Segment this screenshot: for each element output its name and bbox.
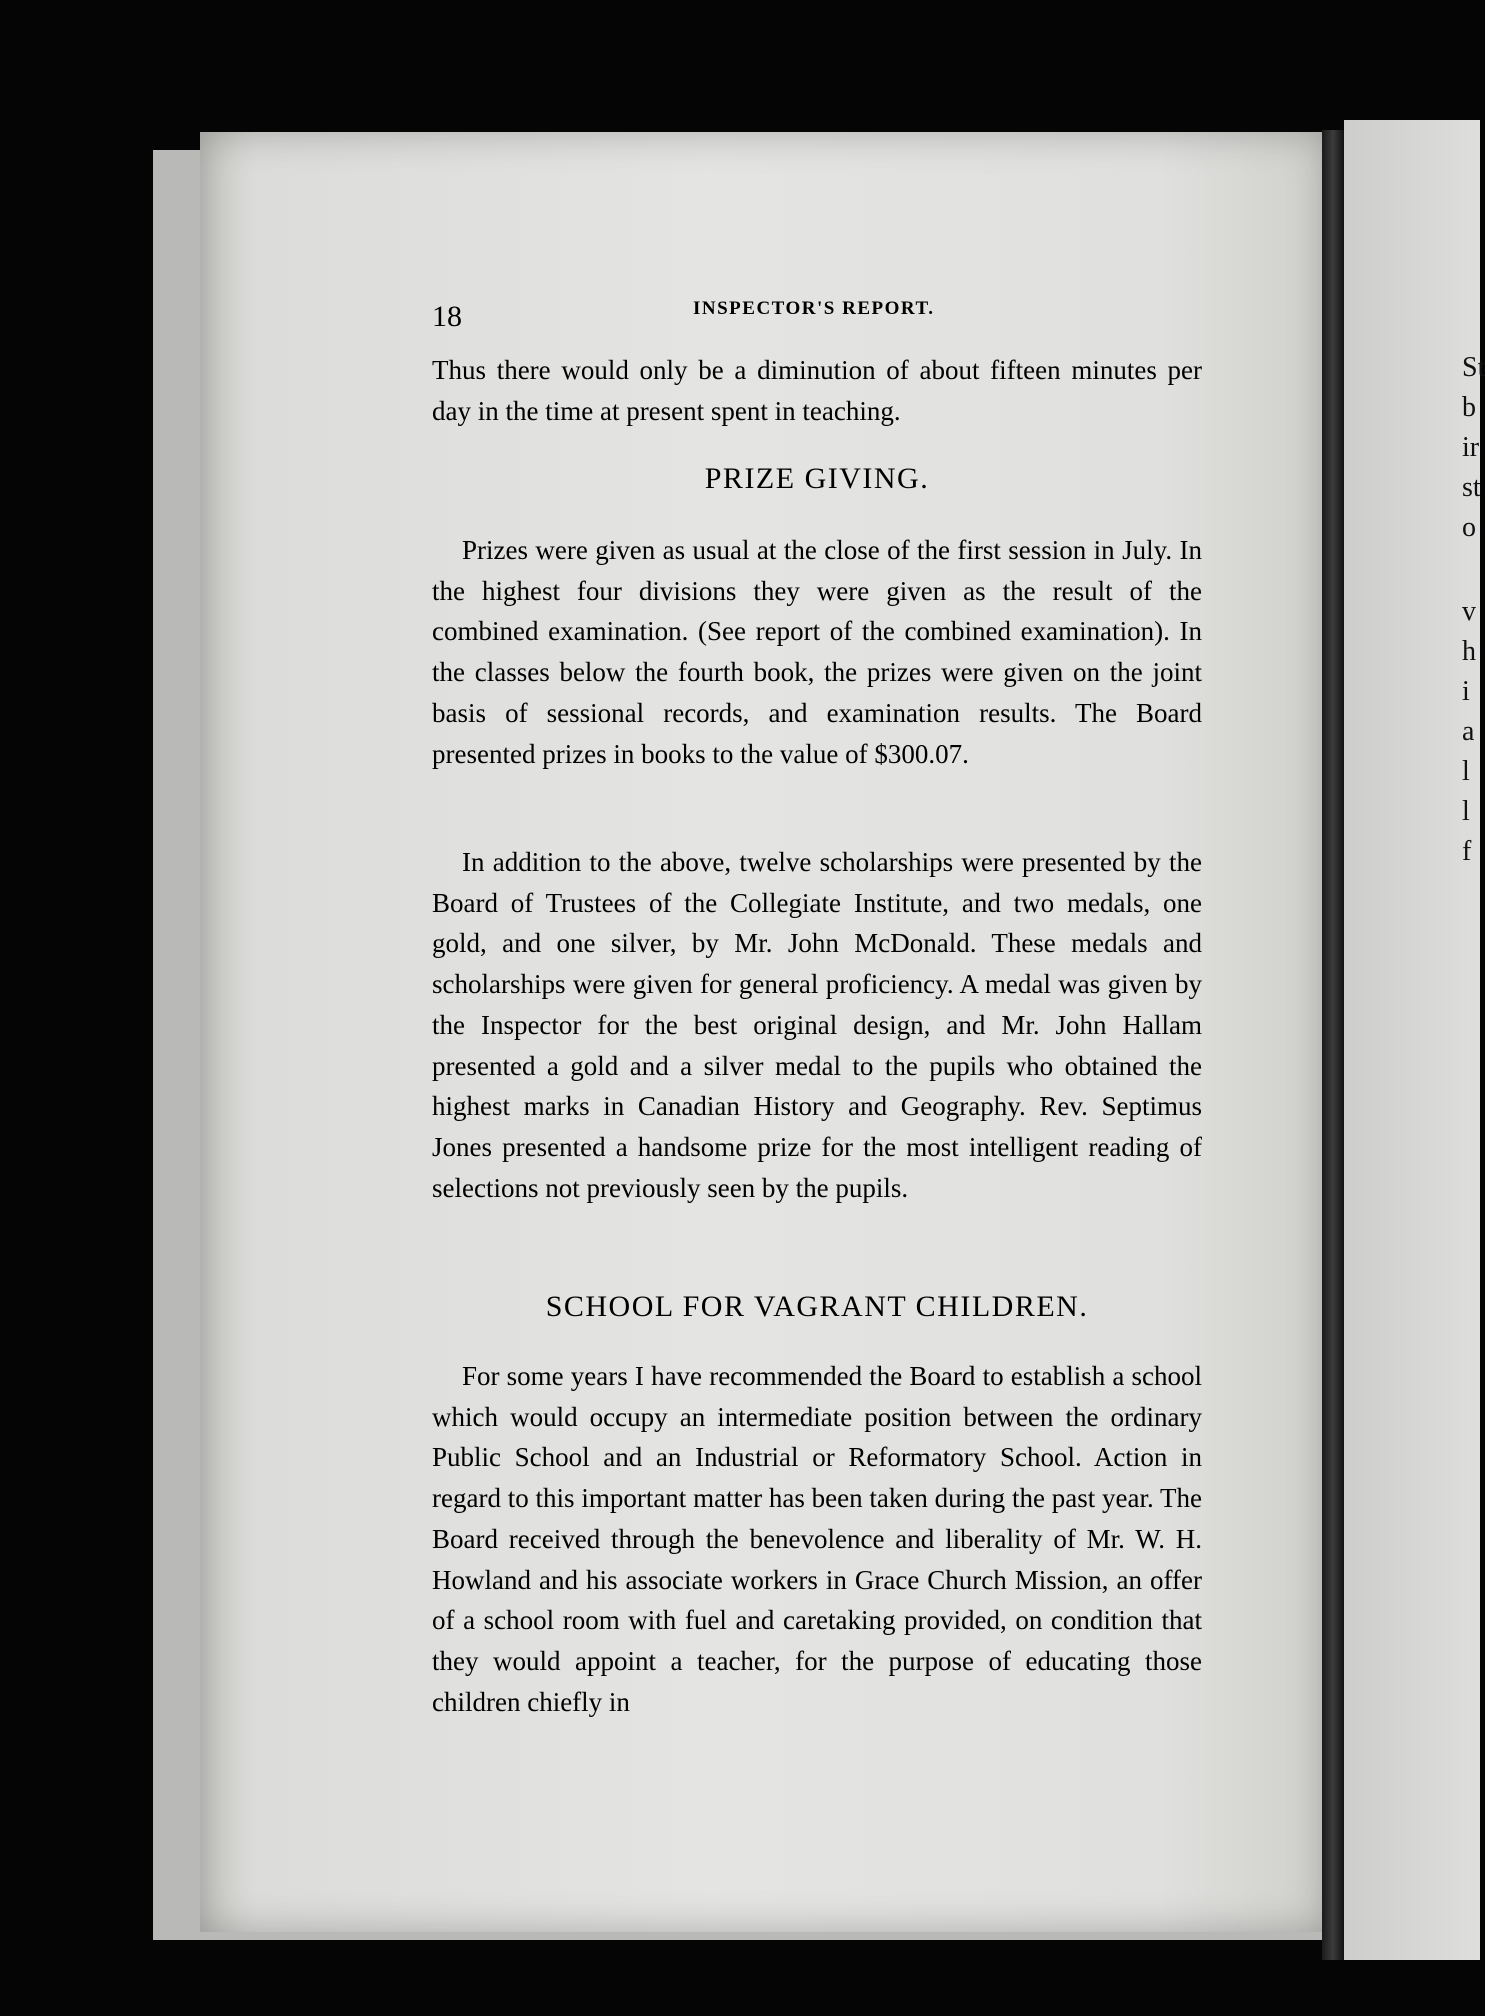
facing-page-letter: St <box>1462 352 1485 383</box>
facing-page-letter: l <box>1462 796 1470 827</box>
paragraph-continuation: Thus there would only be a diminution of about fifteen minutes per day in the time at present spent in teaching. <box>432 355 1202 426</box>
facing-page-letter: o <box>1462 512 1476 543</box>
facing-page-edge <box>1344 120 1485 1960</box>
facing-page-letter: st <box>1462 472 1481 503</box>
facing-page-letter: f <box>1462 836 1472 867</box>
facing-page-letter: i <box>1462 676 1470 707</box>
page-number: 18 <box>432 300 462 333</box>
paragraph-vagrant-school: For some years I have recommended the Board to establish a school which would occupy an intermediate position between the ordinary Public School and an Industrial or Reformatory School. Action in regard to this important matter has been taken during the past year. The Board received through the benevolence and liberality of Mr. W. H. Howland and his associate workers in Grace Church Mission, an offer of a school room with fuel and caretaking provided, on condition that they would appoint a teacher, for the purpose of educating those children chiefly in <box>432 1361 1202 1717</box>
facing-page-letter: h <box>1462 636 1476 667</box>
running-head-title: INSPECTOR'S REPORT. <box>693 298 935 319</box>
facing-page-letter: a <box>1462 716 1475 747</box>
facing-page-letter: b <box>1462 392 1476 423</box>
paragraph-scholarships: In addition to the above, twelve scholarships were presented by the Board of Trustees of the Collegiate Institute, and two medals, one gold, and one silver, by Mr. John McDonald. These medals and scholarships were given for general proficiency. A medal was given by the Inspector for the best original design, and Mr. John Hallam presented a gold and a silver medal to the pupils who obtained the highest marks in Canadian History and Geography. Rev. Septimus Jones presented a handsome prize for the most intelligent reading of selections not previously seen by the pupils. <box>432 847 1202 1203</box>
book-gutter <box>1322 130 1344 1960</box>
facing-page-letter: v <box>1462 596 1476 627</box>
section-title-prize-giving: PRIZE GIVING. <box>704 462 930 495</box>
facing-page-letter: ir <box>1462 432 1480 463</box>
paragraph-prizes: Prizes were given as usual at the close of the first session in July. In the highest four divisions they were given as the result of the combined examination. (See report of the combined examination). In the classes below the fourth book, the prizes were given on the joint basis of sessional records, and examination results. The Board presented prizes in books to the value of $300.07. <box>432 535 1202 769</box>
facing-page-letter: l <box>1462 756 1470 787</box>
section-title-vagrant-children: SCHOOL FOR VAGRANT CHILDREN. <box>545 1290 1089 1323</box>
